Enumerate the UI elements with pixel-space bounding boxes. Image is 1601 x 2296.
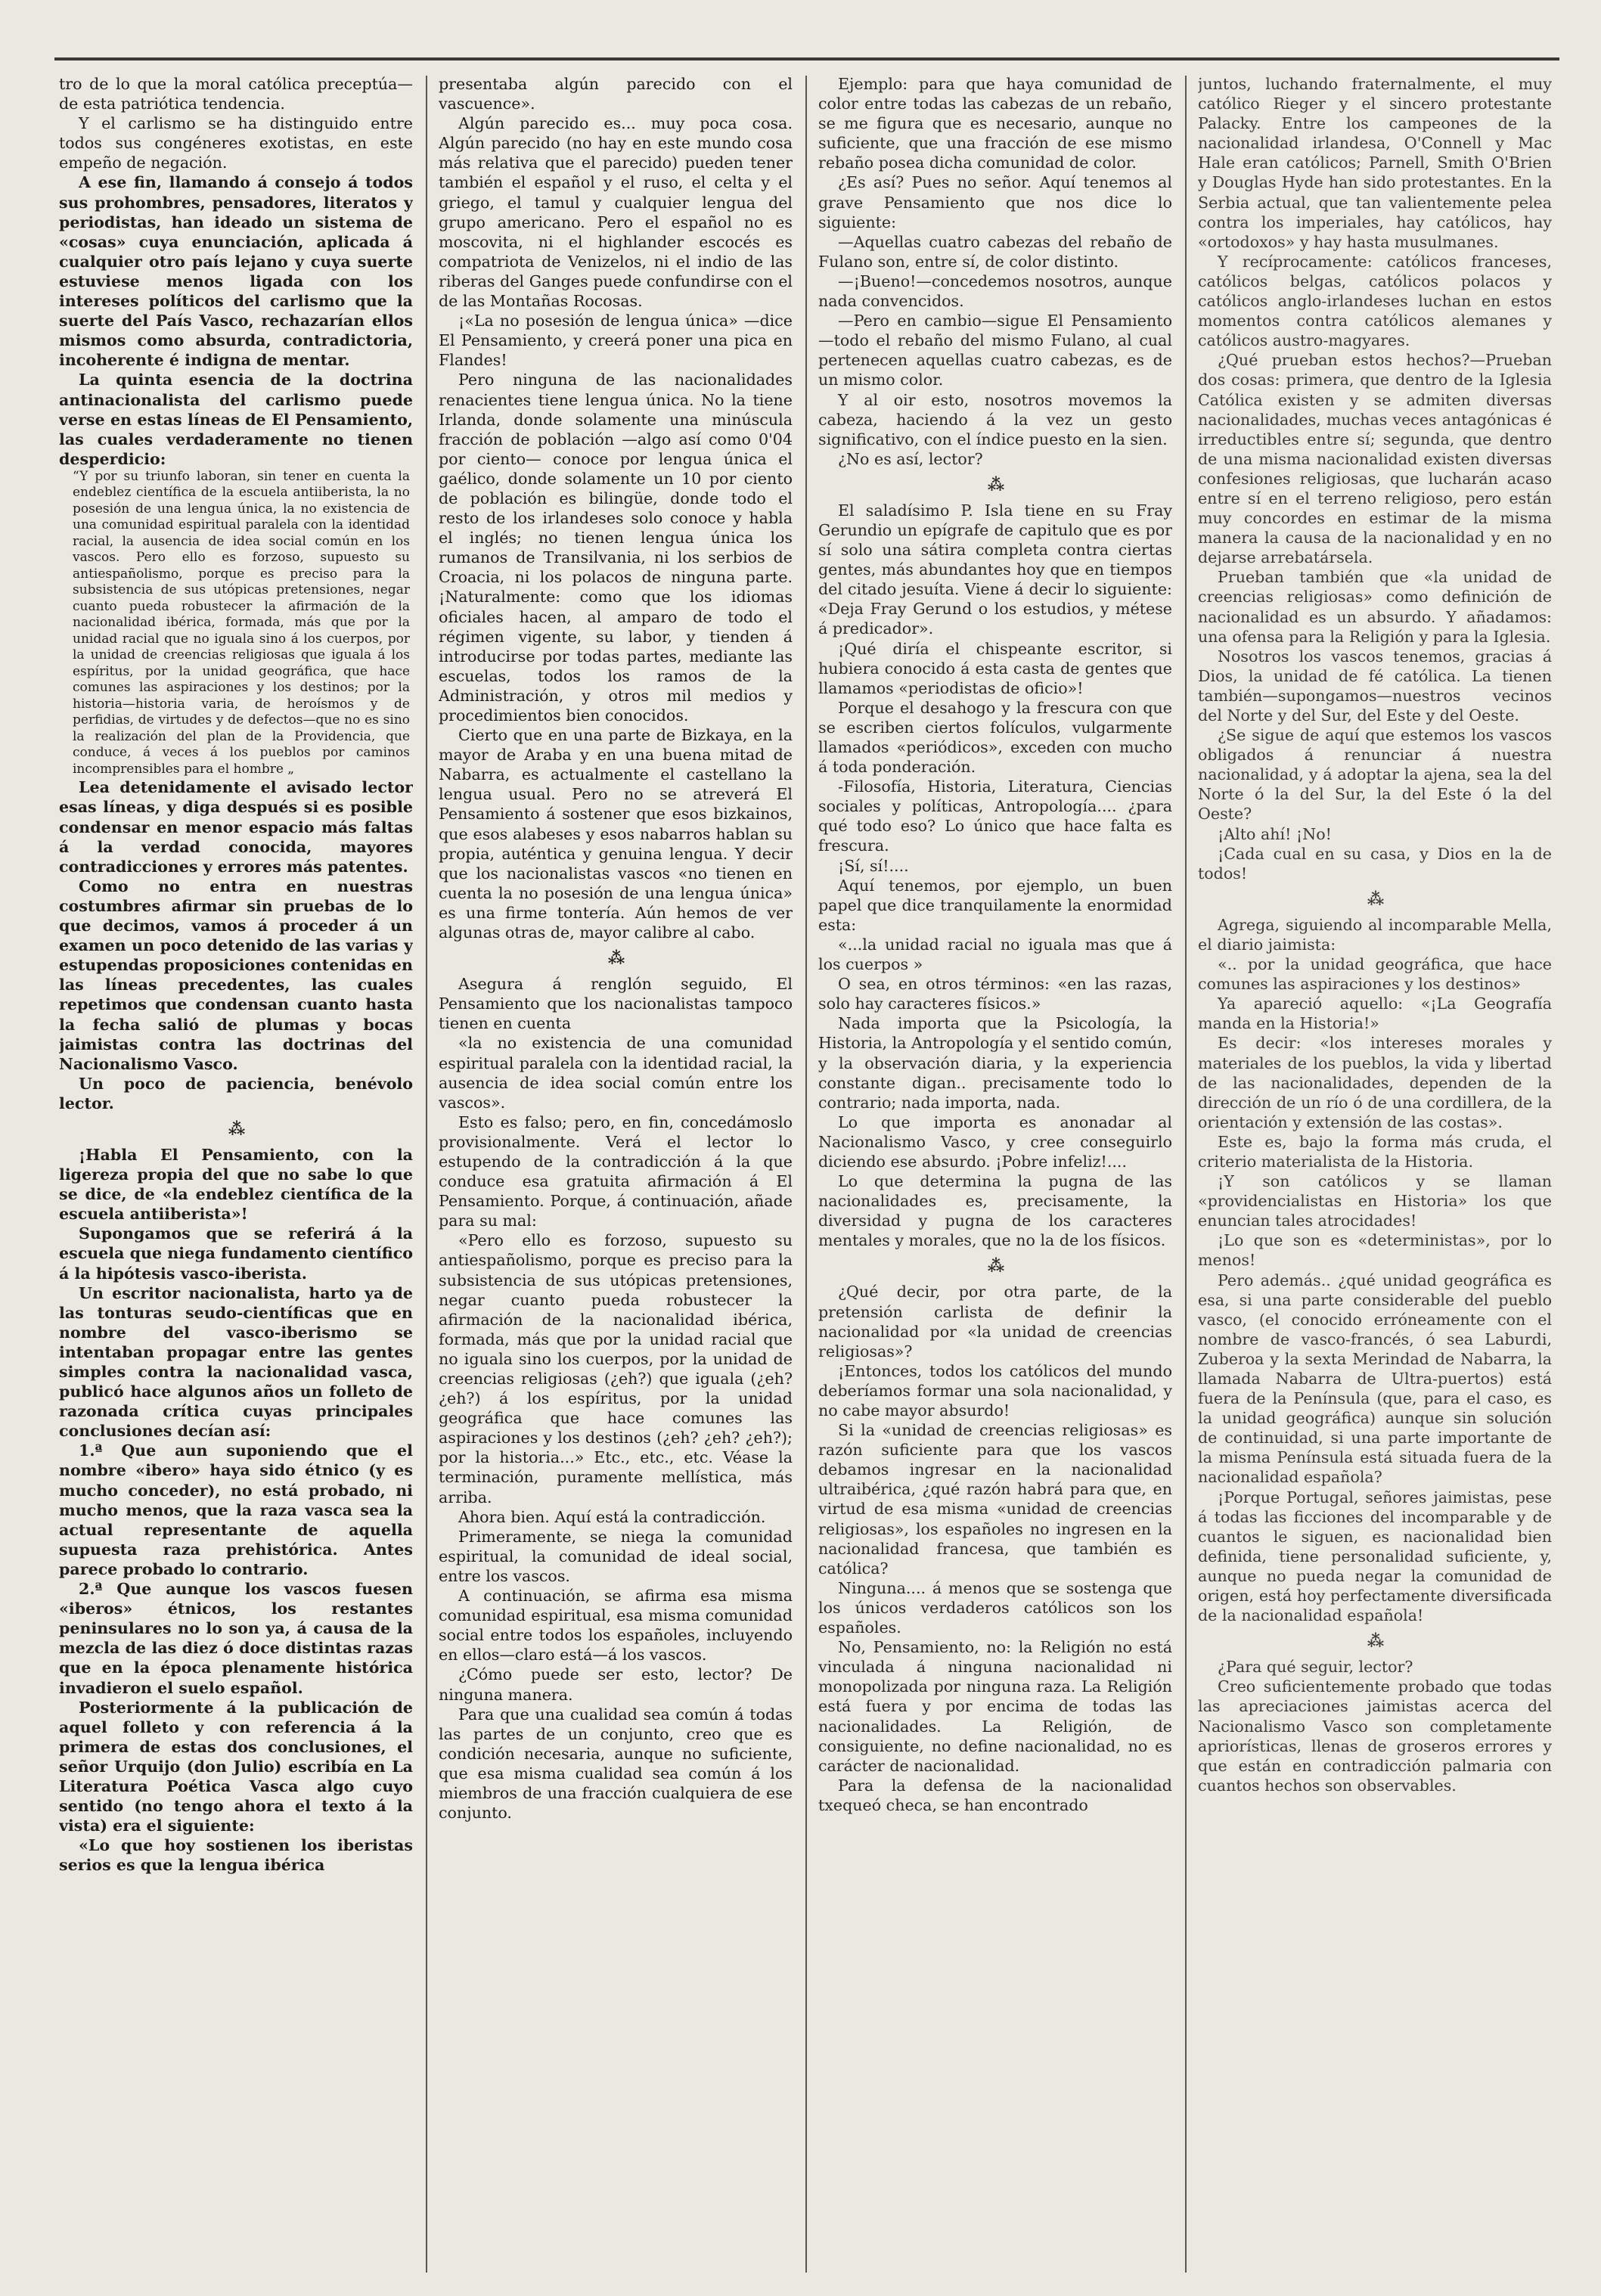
- article-paragraph: ¿No es así, lector?: [838, 449, 983, 468]
- article-paragraph: ¿Es así? Pues no señor. Aquí tenemos al grave Pensamiento que nos dice lo siguiente:: [818, 173, 1172, 231]
- article-paragraph: Creo suficientemente probado que todas las apreciaciones jaimistas acerca del Nacionalismo Vasco son completamente apriorísticas, llenas de groseros errores y que están en contradicción palmaria con cuantos hechos son observables.: [1198, 1677, 1552, 1795]
- article-paragraph: Esto es falso; pero, en fin, concedámoslo provisionalmente. Verá el lector lo estupendo de la contradicción á la que conduce esa gratuita afirmación á El Pensamiento. Porque, á continuación, añade para su mal:: [439, 1112, 793, 1230]
- section-separator: ⁂: [607, 948, 624, 969]
- article-paragraph: ¡Y son católicos y se llaman «providencialistas en Historia» los que enuncian tales atrocidades!: [1198, 1172, 1552, 1230]
- article-paragraph: A continuación, se afirma esa misma comunidad espiritual, esa misma comunidad social entre todos los españoles, incluyendo en ellos—claro está—á los vascos.: [439, 1587, 793, 1665]
- article-paragraph: Un escritor nacionalista, harto ya de las tonturas seudo-científicas que en nombre del vasco-iberismo se intentaban propagar entre las gentes simples contra la nacionalidad vasca, publicó hace algunos años un folleto de razonada crítica cuyas principales conclusiones decían así:: [59, 1283, 413, 1441]
- article-paragraph: Lo que importa es anonadar al Nacionalismo Vasco, y cree conseguirlo diciendo ese absurdo. ¡Pobre infeliz!....: [818, 1112, 1172, 1171]
- article-paragraph: Y el carlismo se ha distinguido entre todos sus congéneres exotistas, en este empeño de negación.: [59, 114, 413, 172]
- section-separator: ⁂: [1367, 1631, 1383, 1652]
- article-paragraph: ¿Se sigue de aquí que estemos los vascos obligados á renunciar á nuestra nacionalidad, y á adoptar la ajena, sea la del Norte ó la del Sur, la del Este ó la del Oeste?: [1198, 726, 1552, 824]
- article-paragraph: Pero además.. ¿qué unidad geográfica es esa, si una parte considerable del pueblo vasco, (el conocido erróneamente con el nombre de vasco-francés, ó sea Laburdi, Zuberoa y la sexta Merindad de Nabarra, la llamada Nabarra de Ultra-puertos) está fuera de la Península (que, para el caso, es la unidad geográfica) aunque sin solución de continuidad, si una parte importante de la misma Península está situada fuera de la nacionalidad española?: [1198, 1271, 1552, 1487]
- article-paragraph: Posteriormente á la publicación de aquel folleto y con referencia á la primera de estas dos conclusiones, el señor Urquijo (don Julio) escribía en La Literatura Poética Vasca algo cuyo sentido (no tengo ahora el texto á la vista) era el siguiente:: [59, 1698, 413, 1835]
- text-column-2: [439, 74, 793, 2271]
- article-paragraph: ¡Entonces, todos los católicos del mundo deberíamos formar una sola nacionalidad, y no cabe mayor absurdo!: [818, 1361, 1172, 1419]
- article-paragraph: A ese fin, llamando á consejo á todos sus prohombres, pensadores, literatos y periodistas, han ideado un sistema de «cosas» cuya enunciación, aplicada á cualquier otro país lejano y cuya suerte estuviese menos ligada con los intereses políticos del carlismo que la suerte del País Vasco, rechazarían ellos mismos como absurda, contradictoria, incoherente é indigna de mentar.: [59, 173, 413, 370]
- article-paragraph: —Pero en cambio—sigue El Pensamiento—todo el rebaño del mismo Fulano, al cual pertenecen aquellas cuatro cabezas, es de un mismo color.: [818, 312, 1172, 389]
- article-paragraph: Asegura á renglón seguido, El Pensamiento que los nacionalistas tampoco tienen en cuenta: [439, 975, 793, 1033]
- article-paragraph: Un poco de paciencia, benévolo lector.: [59, 1074, 413, 1112]
- article-paragraph: ¡Cada cual en su casa, y Dios en la de todos!: [1198, 844, 1552, 883]
- article-paragraph: Cierto que en una parte de Bizkaya, en la mayor de Araba y en una buena mitad de Nabarra, es actualmente el castellano la lengua usual. Pero no se atreverá El Pensamiento á sostener que esos bizkainos, que esos alabeses y esos nabarros hablan su propia, auténtica y genuina lengua. Y decir que los nacionalistas vascos «no tienen en cuenta la no posesión de una lengua única» es una firme tontería. Aún hemos de ver algunas otras de, mayor calibre al cabo.: [439, 726, 793, 942]
- top-rule: [54, 57, 1559, 61]
- section-separator: ⁂: [228, 1119, 244, 1139]
- article-paragraph: Para que una cualidad sea común á todas las partes de un conjunto, creo que es condición necesaria, aunque no suficiente, que esa misma cualidad sea común á los miembros de una fracción cualquiera de ese conjunto.: [439, 1705, 793, 1823]
- article-paragraph: Ninguna.... á menos que se sostenga que los únicos verdaderos católicos son los españoles.: [818, 1578, 1172, 1637]
- column-divider: [426, 76, 427, 2273]
- column-divider: [1185, 76, 1187, 2273]
- article-paragraph: ¡Porque Portugal, señores jaimistas, pese á todas las ficciones del incomparable y de cuantos le siguen, es nacionalidad bien definida, tiene personalidad suficiente, y, aunque no pueda negar la comunidad de origen, está hoy perfectamente diversificada de la nacionalidad española!: [1198, 1488, 1552, 1625]
- article-paragraph: Pero ninguna de las nacionalidades renacientes tiene lengua única. No la tiene Irlanda, donde solamente una minúscula fracción de población —algo así como 0'04 por ciento— conoce por lengua única el gaélico, donde solamente un 10 por ciento de población es bilingüe, donde todo el resto de los irlandeses solo conoce y habla el inglés; no tienen lengua única los rumanos de Transilvania, ni los serbios de Croacia, ni los polacos de ninguna parte. ¡Naturalmente: como que los idiomas oficiales hacen, al amparo de todo el régimen vigente, su labor, y tienden á introducirse por todas partes, mediante las escuelas, todos los ramos de la Administración, y otros mil medios y procedimientos bien conocidos.: [439, 371, 793, 724]
- article-paragraph: Ahora bien. Aquí está la contradicción.: [458, 1507, 766, 1526]
- article-paragraph: Si la «unidad de creencias religiosas» es razón suficiente para que los vascos debamos ingresar en la nacionalidad ultraibérica, ¿qué razón habrá para que, en virtud de esa misma «unidad de creencias religiosas», los españoles no ingresen en la nacionalidad francesa, que también es católica?: [818, 1421, 1172, 1578]
- article-paragraph: juntos, luchando fraternalmente, el muy católico Rieger y el sincero protestante Palacky. Entre los campeones de la nacionalidad irlandesa, O'Connell y Mac Hale eran católicos; Parnell, Smith O'Brien y Douglas Hyde han sido protestantes. En la Serbia actual, que tan valientemente pelea contra los imperiales, hay católicos, hay «ortodoxos» y hay hasta musulmanes.: [1198, 75, 1552, 251]
- article-paragraph: Y recíprocamente: católicos franceses, católicos belgas, católicos polacos y católicos anglo-irlandeses luchan en estos momentos contra católicos alemanes y católicos austro-magyares.: [1198, 252, 1552, 350]
- article-paragraph: Supongamos que se referirá á la escuela que niega fundamento científico á la hipótesis vasco-iberista.: [59, 1224, 413, 1283]
- article-paragraph: Lo que determina la pugna de las nacionalidades es, precisamente, la diversidad y pugna de los caracteres mentales y morales, que no la de los físicos.: [818, 1172, 1172, 1250]
- article-paragraph: «...la unidad racial no iguala mas que á los cuerpos »: [818, 935, 1172, 974]
- article-paragraph: ¡Qué diría el chispeante escritor, si hubiera conocido á esta casta de gentes que llamamos «periodistas de oficio»!: [818, 639, 1172, 697]
- article-paragraph: Es decir: «los intereses morales y materiales de los pueblos, la vida y libertad de las nacionalidades, dependen de la dirección de un río ó de una cordillera, de la orientación y extensión de las costas».: [1198, 1034, 1552, 1131]
- article-paragraph: —¡Bueno!—concedemos nosotros, aunque nada convencidos.: [818, 271, 1172, 311]
- article-paragraph: Nada importa que la Psicología, la Historia, la Antropología y el sentido común, y la observación diaria, y la experiencia constante digan.. precisamente todo lo contrario; nada importa, nada.: [818, 1014, 1172, 1112]
- article-paragraph: «.. por la unidad geográfica, que hace comunes las aspiraciones y los destinos»: [1198, 955, 1552, 994]
- article-paragraph: 2.ª Que aunque los vascos fuesen «iberos» étnicos, los restantes peninsulares no lo son ya, á causa de la mezcla de las diez ó doce distintas razas que en la época plenamente histórica invadieron el suelo español.: [59, 1580, 413, 1697]
- article-paragraph: Primeramente, se niega la comunidad espiritual, la comunidad de ideal social, entre los vascos.: [439, 1527, 793, 1585]
- article-paragraph: Aquí tenemos, por ejemplo, un buen papel que dice tranquilamente la enormidad esta:: [818, 876, 1172, 934]
- article-paragraph: «Pero ello es forzoso, supuesto su antiespañolismo, porque es preciso para la subsistencia de sus utópicas pretensiones, negar cuanto pueda robustecer la afirmación de la nacionalidad ibérica, formada, más que por la unidad racial que no iguala sino los cuerpos, por la unidad de creencias religiosas (¿eh?) que iguala (¿eh? ¿eh?) á los espíritus, por la unidad geográfica que hace comunes las aspiraciones y los destinos (¿eh? ¿eh? ¿eh?); por la historia...» Etc., etc., etc. Véase la terminación, puramente mellística, más arriba.: [439, 1231, 793, 1506]
- article-paragraph: Lea detenidamente el avisado lector esas líneas, y diga después si es posible condensar en menor espacio más faltas á la verdad conocida, mayores contradicciones y errores más patentes.: [59, 778, 413, 876]
- quoted-passage: “Y por su triunfo laboran, sin tener en cuenta la endeblez científica de la escuela antiiberista, la no posesión de una lengua única, la no existencia de una comunidad espiritual paralela con la identidad racial, la ausencia de idea social común en los vascos. Pero ello es forzoso, supuesto su antiespañolismo, porque es preciso para la subsistencia de sus utópicas pretensiones, negar cuanto pueda robustecer la afirmación de la nacionalidad ibérica, formada, más que por la unidad racial que no iguala sino á los cuerpos, por la unidad de creencias religiosas que iguala á los espíritus, por la unidad geográfica, que hace comunes las aspiraciones y los destinos; por la historia—historia varia, de heroísmos y de perfidias, de virtudes y de defectos—que no es sino la realización del plan de la Providencia, que conduce, á veces á los pueblos por caminos incomprensibles para el hombre „: [73, 468, 410, 777]
- article-paragraph: -Filosofía, Historia, Literatura, Ciencias sociales y políticas, Antropología.... ¿para qué todo eso? Lo único que hace falta es frescura.: [818, 777, 1172, 855]
- article-paragraph: Ya apareció aquello: «¡La Geografía manda en la Historia!»: [1198, 994, 1552, 1033]
- article-paragraph: 1.ª Que aun suponiendo que el nombre «ibero» haya sido étnico (y es mucho conceder), no está probado, ni mucho menos, que la raza vasca sea la actual representante de aquella supuesta raza prehistórica. Antes parece probado lo contrario.: [59, 1441, 413, 1578]
- article-paragraph: ¡Sí, sí!....: [838, 856, 909, 875]
- article-paragraph: Para la defensa de la nacionalidad txequeó checa, se han encontrado: [818, 1776, 1172, 1814]
- article-paragraph: ¿Qué decir, por otra parte, de la pretensión carlista de definir la nacionalidad por «la unidad de creencias religiosas»?: [818, 1283, 1172, 1361]
- section-separator: ⁂: [987, 1256, 1004, 1277]
- column-divider: [805, 76, 807, 2273]
- article-paragraph: El saladísimo P. Isla tiene en su Fray Gerundio un epígrafe de capitulo que es por sí solo una sátira completa contra ciertas gentes, más abundantes hoy que en tiempos del citado jesuíta. Viene á decir lo siguiente: «Deja Fray Gerund o los estudios, y métese á predicador».: [818, 501, 1172, 638]
- article-paragraph: Algún parecido es... muy poca cosa. Algún parecido (no hay en este mundo cosa más relativa que el parecido) pueden tener también el español y el ruso, el celta y el griego, el tamul y cualquier lengua del grupo americano. Pero el español no es moscovita, ni el highlander escocés es compatriota de Venizelos, ni el indio de las riberas del Ganges puede confundirse con el de las Montañas Rocosas.: [439, 114, 793, 311]
- article-paragraph: ¡Habla El Pensamiento, con la ligereza propia del que no sabe lo que se dice, de «la endeblez científica de la escuela antiiberista»!: [59, 1145, 413, 1224]
- article-paragraph: Este es, bajo la forma más cruda, el criterio materialista de la Historia.: [1198, 1132, 1552, 1171]
- article-paragraph: Prueban también que «la unidad de creencias religiosas» como definición de nacionalidad es un absurdo. Y añadamos: una ofensa para la Religión y para la Iglesia.: [1198, 568, 1552, 646]
- article-paragraph: La quinta esencia de la doctrina antinacionalista del carlismo puede verse en estas líneas de El Pensamiento, las cuales verdaderamente no tienen desperdicio:: [59, 371, 413, 468]
- article-paragraph: ¿Qué prueban estos hechos?—Prueban dos cosas: primera, que dentro de la Iglesia Católica existen y se admiten diversas nacionalidades, muchas veces antagónicas é irreductibles entre sí; segunda, que dentro de una misma nacionalidad existen diversas confesiones religiosas, que lucharán acaso entre sí en el terreno religioso, pero están muy concordes en estimar de la misma manera la causa de la nacionalidad y en no dejarse arrebatársela.: [1198, 351, 1552, 567]
- article-paragraph: ¿Para qué seguir, lector?: [1218, 1658, 1413, 1677]
- article-paragraph: Porque el desahogo y la frescura con que se escriben ciertos folículos, vulgarmente llamados «periódicos», exceden con mucho á toda ponderación.: [818, 698, 1172, 777]
- article-paragraph: Ejemplo: para que haya comunidad de color entre todas las cabezas de un rebaño, se me figura que es necesario, aunque no suficiente, que una fracción de ese mismo rebaño posea dicha comunidad de color.: [818, 75, 1172, 172]
- article-paragraph: Nosotros los vascos tenemos, gracias á Dios, la unidad de fé católica. La tienen también—supongamos—nuestros vecinos del Norte y del Sur, del Este y del Oeste.: [1198, 647, 1552, 724]
- article-paragraph: ¿Cómo puede ser esto, lector? De ninguna manera.: [439, 1665, 793, 1704]
- article-paragraph: Agrega, siguiendo al incomparable Mella, el diario jaimista:: [1198, 915, 1552, 954]
- article-paragraph: «Lo que hoy sostienen los iberistas serios es que la lengua ibérica: [59, 1836, 413, 1875]
- article-paragraph: «la no existencia de una comunidad espiritual paralela con la identidad racial, la ausencia de idea social común entre los vascos».: [439, 1034, 793, 1112]
- article-paragraph: Como no entra en nuestras costumbres afirmar sin pruebas de lo que decimos, vamos á proceder á un examen un poco detenido de las varias y estupendas proposiciones contenidas en las líneas precedentes, las cuales repetimos que condensan cuanto hasta la fecha salió de plumas y bocas jaimistas contra las doctrinas del Nacionalismo Vasco.: [59, 877, 413, 1073]
- text-column-1: [59, 74, 413, 2271]
- article-paragraph: O sea, en otros términos: «en las razas, solo hay caracteres físicos.»: [818, 975, 1172, 1013]
- article-paragraph: Y al oir esto, nosotros movemos la cabeza, haciendo á la vez un gesto significativo, con el índice puesto en la sien.: [818, 390, 1172, 448]
- article-paragraph: No, Pensamiento, no: la Religión no está vinculada á ninguna nacionalidad ni monopolizada por ninguna raza. La Religión está fuera y por encima de todas las nacionalidades. La Religión, de consiguiente, no define nacionalidad, no es carácter de nacionalidad.: [818, 1638, 1172, 1775]
- article-paragraph: ¡Lo que son es «deterministas», por lo menos!: [1198, 1231, 1552, 1270]
- article-paragraph: —Aquellas cuatro cabezas del rebaño de Fulano son, entre sí, de color distinto.: [818, 232, 1172, 271]
- section-separator: ⁂: [1367, 889, 1383, 909]
- article-paragraph: ¡Alto ahí! ¡No!: [1218, 824, 1332, 843]
- text-column-4: [1198, 74, 1552, 2271]
- article-paragraph: presentaba algún parecido con el vascuence».: [439, 75, 793, 113]
- article-paragraph: ¡«La no posesión de lengua única» —dice El Pensamiento, y creerá poner una pica en Flandes!: [439, 312, 793, 370]
- text-column-3: [818, 74, 1172, 2271]
- section-separator: ⁂: [987, 474, 1004, 495]
- article-paragraph: tro de lo que la moral católica preceptúa—de esta patriótica tendencia.: [59, 75, 413, 113]
